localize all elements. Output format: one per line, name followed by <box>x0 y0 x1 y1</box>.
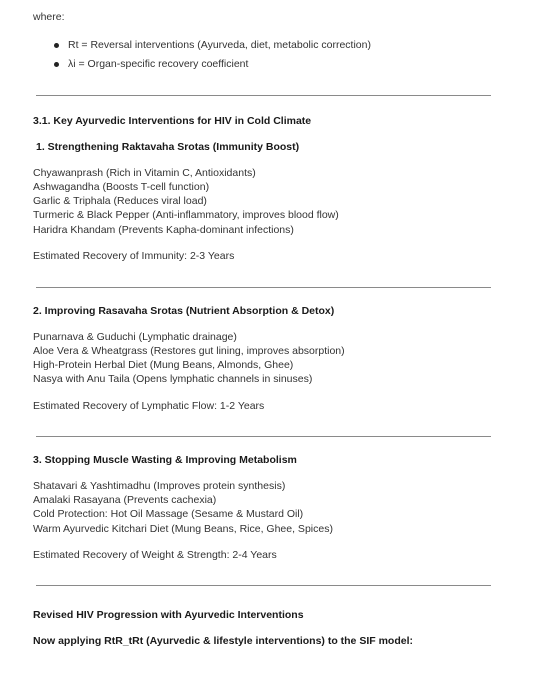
intervention-line: Cold Protection: Hot Oil Massage (Sesame & Mustard Oil) <box>33 508 304 520</box>
intervention-line: Garlic & Triphala (Reduces viral load) <box>33 195 207 207</box>
intervention-line: Ashwagandha (Boosts T-cell function) <box>33 181 210 193</box>
intervention-line: High-Protein Herbal Diet (Mung Beans, Almonds, Ghee) <box>33 359 294 371</box>
intervention-line: Haridra Khandam (Prevents Kapha-dominant infections) <box>33 224 294 236</box>
intervention-line: Chyawanprash (Rich in Vitamin C, Antioxidants) <box>33 167 256 179</box>
bullet-item-lambda: λi = Organ-specific recovery coefficient <box>68 58 249 70</box>
recovery-estimate: Estimated Recovery of Lymphatic Flow: 1-2 Years <box>33 400 265 412</box>
subsection-heading: 2. Improving Rasavaha Srotas (Nutrient Absorption & Detox) <box>33 305 335 317</box>
intervention-line: Punarnava & Guduchi (Lymphatic drainage) <box>33 331 237 343</box>
horizontal-divider <box>36 95 491 96</box>
bullet-dot-icon <box>54 62 59 67</box>
intervention-line: Aloe Vera & Wheatgrass (Restores gut lining, improves absorption) <box>33 345 345 357</box>
recovery-estimate: Estimated Recovery of Immunity: 2-3 Years <box>33 250 235 262</box>
bullet-dot-icon <box>54 43 59 48</box>
section-heading: Revised HIV Progression with Ayurvedic Interventions <box>33 609 304 621</box>
horizontal-divider <box>36 436 491 437</box>
bullet-item-rt: Rt = Reversal interventions (Ayurveda, diet, metabolic correction) <box>68 39 371 51</box>
section-heading: 3.1. Key Ayurvedic Interventions for HIV in Cold Climate <box>33 115 312 127</box>
where-label: where: <box>33 11 65 23</box>
recovery-estimate: Estimated Recovery of Weight & Strength: 2-4 Years <box>33 549 277 561</box>
subsection-heading: 1. Strengthening Raktavaha Srotas (Immunity Boost) <box>36 141 300 153</box>
intervention-line: Amalaki Rasayana (Prevents cachexia) <box>33 494 217 506</box>
horizontal-divider <box>36 585 491 586</box>
subsection-heading: 3. Stopping Muscle Wasting & Improving Metabolism <box>33 454 297 466</box>
intervention-line: Warm Ayurvedic Kitchari Diet (Mung Beans, Rice, Ghee, Spices) <box>33 523 333 535</box>
intervention-line: Nasya with Anu Taila (Opens lymphatic channels in sinuses) <box>33 373 313 385</box>
intervention-line: Shatavari & Yashtimadhu (Improves protein synthesis) <box>33 480 286 492</box>
intervention-line: Turmeric & Black Pepper (Anti-inflammatory, improves blood flow) <box>33 209 339 221</box>
horizontal-divider <box>36 287 491 288</box>
section-subheading: Now applying RtR_tRt (Ayurvedic & lifestyle interventions) to the SIF model: <box>33 635 413 647</box>
